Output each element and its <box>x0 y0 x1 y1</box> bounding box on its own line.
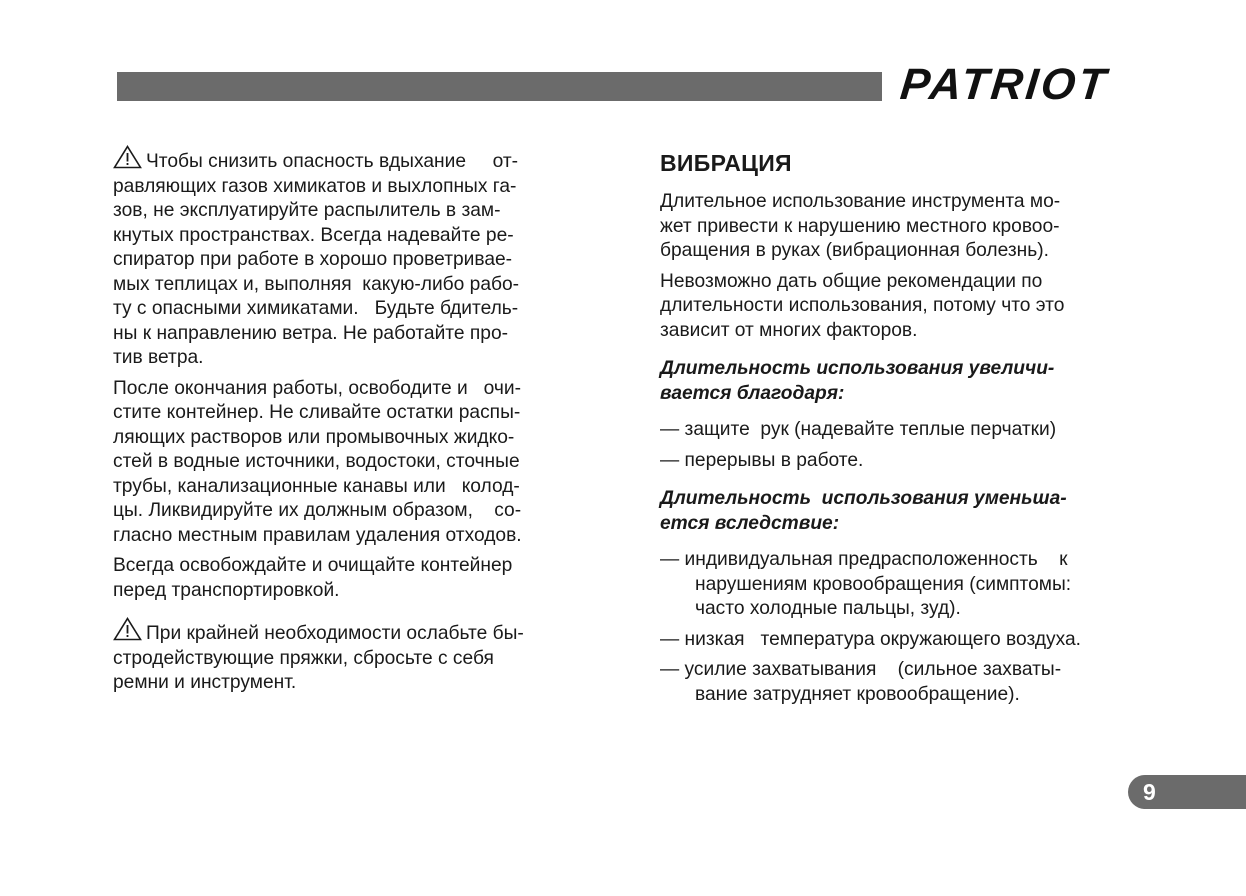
text-line: нарушениям кровообращения (симптомы: <box>695 573 1072 595</box>
warning-paragraph-emergency <box>113 617 585 696</box>
section-heading-vibration: ВИБРАЦИЯ <box>660 150 792 176</box>
text-line: часто холодные пальцы, зуд). <box>695 598 961 619</box>
right-column <box>660 145 1140 713</box>
text-line: Невозможно дать общие рекомендации по <box>660 270 1043 292</box>
text-line: Длительность использования уменьша- <box>660 488 1067 509</box>
text-line: При крайней необходимости ослабьте бы- <box>146 623 524 644</box>
text-line: — низкая температура окружающего воздуха. <box>660 628 1081 650</box>
text-line: трубы, канализационные канавы или колод- <box>113 475 520 497</box>
text-line: — перерывы в работе. <box>660 449 864 471</box>
text-line: бращения в руках (вибрационная болезнь). <box>660 240 1049 261</box>
text-line: перед транспортировкой. <box>113 579 340 601</box>
text-line: цы. Ликвидируйте их должным образом, со- <box>113 500 522 521</box>
text-line: Длительное использование инструмента мо- <box>660 191 1061 212</box>
text-line: зависит от многих факторов. <box>660 319 918 341</box>
list-item <box>660 548 1140 622</box>
text-line: ту с опасными химикатами. Будьте бдитель- <box>113 298 519 319</box>
text-line: вание затрудняет кровообращение). <box>695 683 1020 705</box>
text-line: Всегда освобождайте и очищайте контейнер <box>113 555 513 576</box>
text-line: ется вследствие: <box>660 512 840 534</box>
text-line: вается благодаря: <box>660 382 845 404</box>
text-line: — индивидуальная предрасположенность к <box>660 549 1068 570</box>
text-line: жет привести к нарушению местного кровоо- <box>660 215 1060 237</box>
text-line: гласно местным правилам удаления отходов. <box>113 524 522 546</box>
text-line: — усилие захватывания (сильное захваты- <box>660 659 1062 680</box>
text-line: ны к направлению ветра. Не работайте про- <box>113 322 509 344</box>
text-line: После окончания работы, освободите и очи- <box>113 377 522 399</box>
paragraph-vibration-disease <box>660 190 1140 264</box>
text-line: — защите рук (надевайте теплые перчатки) <box>660 419 1057 440</box>
text-line: кнутых пространствах. Всегда надевайте ре- <box>113 224 514 246</box>
page-number-tab <box>1128 775 1246 809</box>
warning-triangle-icon <box>113 145 142 169</box>
text-line: равляющих газов химикатов и выхлопных га- <box>113 175 517 197</box>
warning-paragraph-gases <box>113 145 585 371</box>
text-line: Чтобы снизить опасность вдыхание от- <box>146 151 519 172</box>
text-line: спиратор при работе в хорошо проветривае- <box>113 249 513 270</box>
subheading-increase <box>660 357 1140 406</box>
text-line: ляющих растворов или промывочных жидко- <box>113 426 515 448</box>
patriot-logo: PATRIOT <box>898 60 1111 109</box>
paragraph-recommendations <box>660 270 1140 344</box>
paragraph-transport <box>113 554 585 603</box>
text-line: Длительность использования увеличи- <box>660 358 1055 379</box>
subheading-decrease <box>660 487 1140 536</box>
header-bar <box>117 72 882 101</box>
list-item <box>660 418 1140 443</box>
text-line: мых теплицах и, выполняя какую-либо рабо- <box>113 273 520 295</box>
text-line: ремни и инструмент. <box>113 672 297 693</box>
text-line: стите контейнер. Не сливайте остатки распы- <box>113 402 521 423</box>
warning-triangle-icon <box>113 617 142 641</box>
list-item <box>660 658 1140 707</box>
paragraph-after-work <box>113 377 585 549</box>
text-line: тив ветра. <box>113 347 204 368</box>
text-line: длительности использования, потому что это <box>660 295 1065 316</box>
text-line: стей в водные источники, водостоки, сточные <box>113 451 520 472</box>
page-number: 9 <box>1143 779 1156 805</box>
list-item <box>660 449 1140 474</box>
list-item <box>660 628 1140 653</box>
text-line: зов, не эксплуатируйте распылитель в зам- <box>113 200 501 221</box>
left-column <box>113 145 585 702</box>
text-line: стродействующие пряжки, сбросьте с себя <box>113 647 494 669</box>
